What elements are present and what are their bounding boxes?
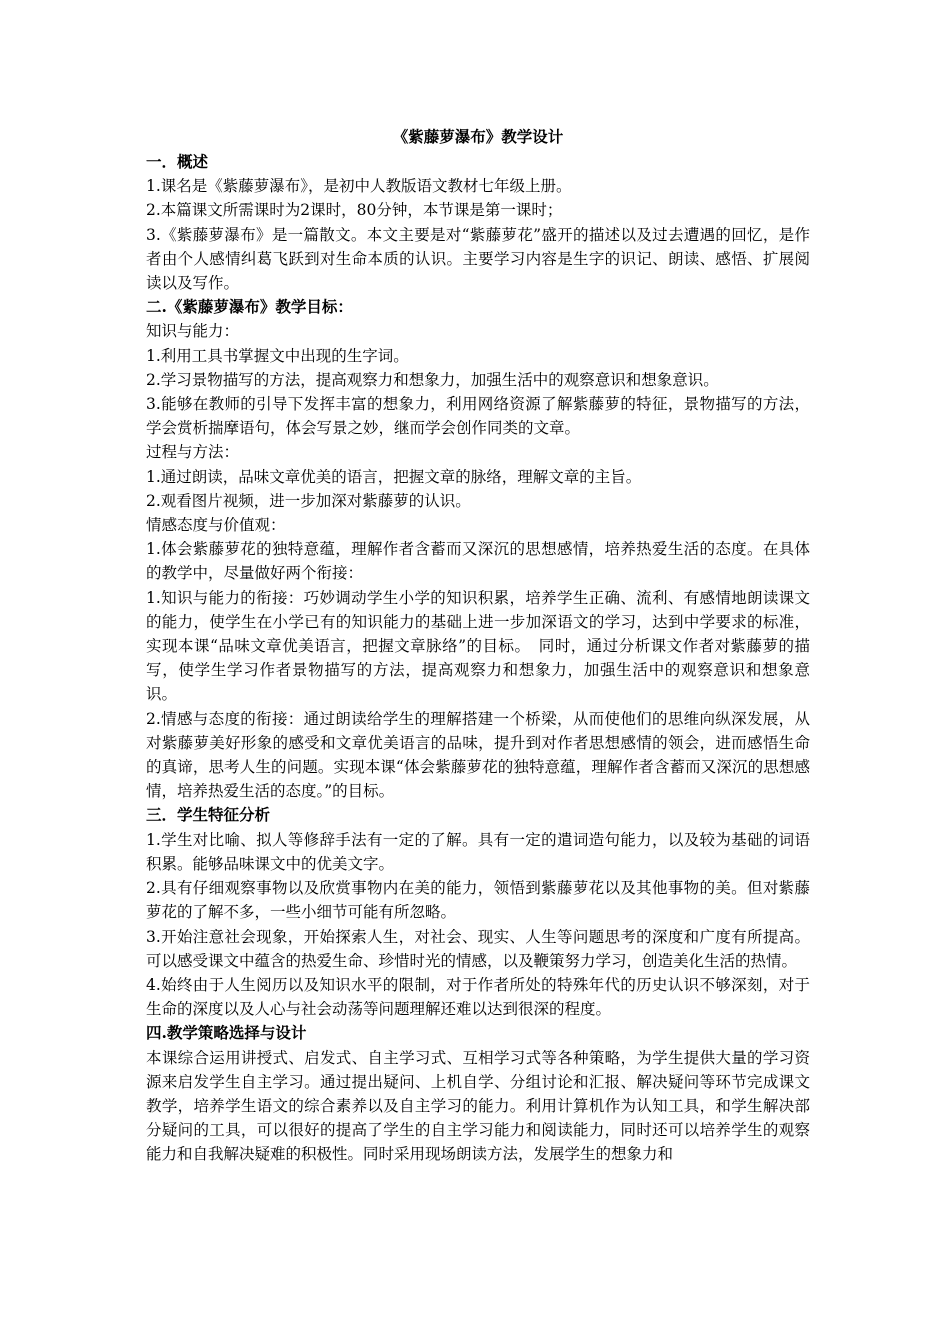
section-heading-strategy: 四.教学策略选择与设计: [146, 1023, 307, 1043]
paragraph: 2.本篇课文所需课时为2课时，80分钟，本节课是第一课时；: [146, 201, 563, 220]
paragraph: 1.通过朗读，品味文章优美的语言，把握文章的脉络，理解文章的主旨。: [146, 467, 642, 486]
paragraph: 3.开始注意社会现象，开始探索人生，对社会、现实、人生等问题思考的深度和广度有所提高。可以感受课文中蕴含的热爱生命、珍惜时光的情感，以及鞭策努力学习，创造美化生活的热情。: [146, 927, 810, 970]
section-heading-goals: 二.《紫藤萝瀑布》教学目标：: [146, 297, 353, 317]
paragraph: 4.始终由于人生阅历以及知识水平的限制，对于作者所处的特殊年代的历史认识不够深刻，对于生命的深度以及人心与社会动荡等问题理解还难以达到很深的程度。: [146, 975, 810, 1019]
paragraph: 2.学习景物描写的方法，提高观察力和想象力，加强生活中的观察意识和想象意识。: [146, 370, 719, 389]
section-heading-students: 三．学生特征分析: [146, 805, 271, 825]
paragraph: 本课综合运用讲授式、启发式、自主学习式、互相学习式等各种策略，为学生提供大量的学习资源来启发学生自主学习。通过提出疑问、上机自学、分组讨论和汇报、解决疑问等环节完成课文教学，培养学生语文的综合素养以及自主学习的能力。利用计算机作为认知工具，和学生解决部分疑问的工具，可以很好的提高了学生的自主学习能力和阅读能力，同时还可以培养学生的观察能力和自我解决疑难的积极性。同时采用现场朗读方法，发展学生的想象力和: [146, 1048, 810, 1164]
paragraph: 1.知识与能力的衔接：巧妙调动学生小学的知识积累，培养学生正确、流利、有感情地朗读课文的能力，使学生在小学已有的知识能力的基础上进一步加深语文的学习，达到中学要求的标准，实现本课“品味文章优美语言，把握文章脉络”的目标。 同时，通过分析课文作者对紫藤萝的描写，使学生学习作者景物描写的方法，提高观察力和想象力，加强生活中的观察意识和想象意识。: [146, 588, 810, 704]
subheading-process: 过程与方法：: [146, 443, 240, 462]
subheading-emotion: 情感态度与价值观：: [146, 516, 286, 535]
section-heading-overview: 一．概述: [146, 152, 209, 171]
paragraph: 2.情感与态度的衔接：通过朗读给学生的理解搭建一个桥梁，从而使他们的思维向纵深发展，从对紫藤萝美好形象的感受和文章优美语言的品味，提升到对作者思想感情的领会，进而感悟生命的真谛，思考人生的问题。实现本课“体会紫藤萝花的独特意蕴，理解作者含蓄而又深沉的思想感情，培养热爱生活的态度。”的目标。: [146, 709, 810, 801]
document-title: 《紫藤萝瀑布》教学设计: [392, 127, 564, 146]
paragraph: 1.学生对比喻、拟人等修辞手法有一定的了解。具有一定的遣词造句能力，以及较为基础的词语积累。能够品味课文中的优美文字。: [146, 830, 810, 873]
paragraph: 3.《紫藤萝瀑布》是一篇散文。本文主要是对“紫藤萝花”盛开的描述以及过去遭遇的回忆，是作者由个人感情纠葛飞跃到对生命本质的认识。主要学习内容是生字的识记、朗读、感悟、扩展阅读以及写作。: [146, 225, 810, 293]
paragraph: 2.观看图片视频，进一步加深对紫藤萝的认识。: [146, 491, 471, 510]
paragraph: 1.利用工具书掌握文中出现的生字词。: [146, 346, 409, 365]
paragraph: 1.体会紫藤萝花的独特意蕴，理解作者含蓄而又深沉的思想感情，培养热爱生活的态度。在具体的教学中，尽量做好两个衔接：: [146, 540, 810, 583]
paragraph: 2.具有仔细观察事物以及欣赏事物内在美的能力，领悟到紫藤萝花以及其他事物的美。但对紫藤萝花的了解不多，一些小细节可能有所忽略。: [146, 879, 810, 922]
subheading-knowledge: 知识与能力：: [146, 322, 240, 341]
paragraph: 1.课名是《紫藤萝瀑布》，是初中人教版语文教材七年级上册。: [146, 177, 572, 196]
document-page: [146, 124, 810, 1167]
paragraph: 3.能够在教师的引导下发挥丰富的想象力，利用网络资源了解紫藤萝的特征，景物描写的方法，学会赏析揣摩语句，体会写景之妙，继而学会创作同类的文章。: [146, 395, 810, 438]
